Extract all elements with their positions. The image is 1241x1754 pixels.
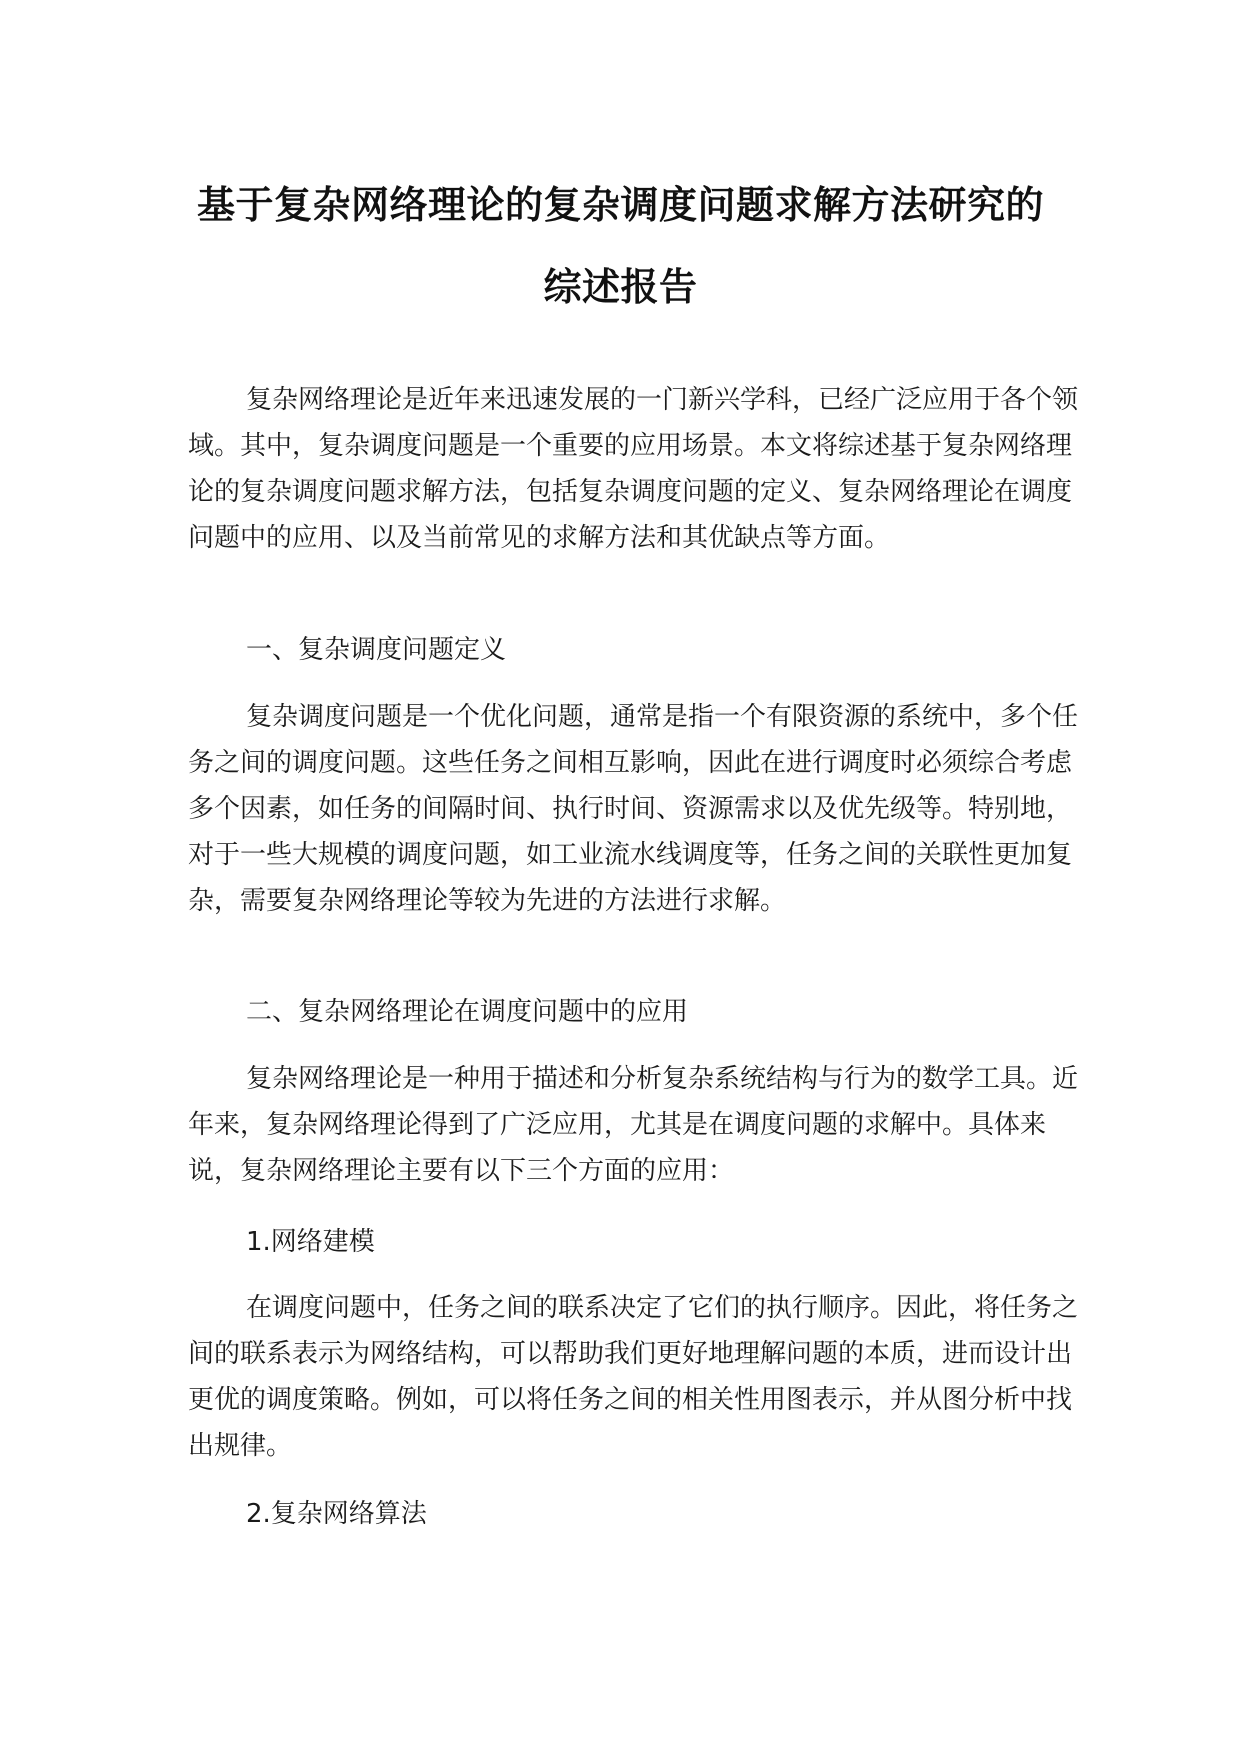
section1-paragraph: 复杂调度问题是一个优化问题，通常是指一个有限资源的系统中，多个任务之间的调度问题。这些任务之间相互影响，因此在进行调度时必须综合考虑多个因素，如任务的间隔时间、执行时间、资源需求以及优先级等。特别地，对于一些大规模的调度问题，如工业流水线调度等，任务之间的关联性更加复杂，需要复杂网络理论等较为先进的方法进行求解。: [188, 702, 1079, 916]
subsection1-heading: 1.网络建模: [246, 1227, 375, 1257]
document-title-line1: 基于复杂网络理论的复杂调度问题求解方法研究的: [196, 183, 1044, 227]
section2-paragraph: 复杂网络理论是一种用于描述和分析复杂系统结构与行为的数学工具。近年来，复杂网络理论得到了广泛应用，尤其是在调度问题的求解中。具体来说，复杂网络理论主要有以下三个方面的应用：: [188, 1064, 1079, 1186]
subsection1-paragraph: 在调度问题中，任务之间的联系决定了它们的执行顺序。因此，将任务之间的联系表示为网络结构，可以帮助我们更好地理解问题的本质，进而设计出更优的调度策略。例如，可以将任务之间的相关性用图表示，并从图分析中找出规律。: [188, 1293, 1079, 1461]
subsection2-heading: 2.复杂网络算法: [246, 1499, 427, 1529]
section2-heading: 二、复杂网络理论在调度问题中的应用: [246, 997, 689, 1027]
document-title-line2: 综述报告: [543, 265, 698, 309]
section1-heading: 一、复杂调度问题定义: [246, 635, 507, 665]
intro-paragraph: 复杂网络理论是近年来迅速发展的一门新兴学科，已经广泛应用于各个领域。其中，复杂调度问题是一个重要的应用场景。本文将综述基于复杂网络理论的复杂调度问题求解方法，包括复杂调度问题的定义、复杂网络理论在调度问题中的应用、以及当前常见的求解方法和其优缺点等方面。: [188, 385, 1079, 553]
